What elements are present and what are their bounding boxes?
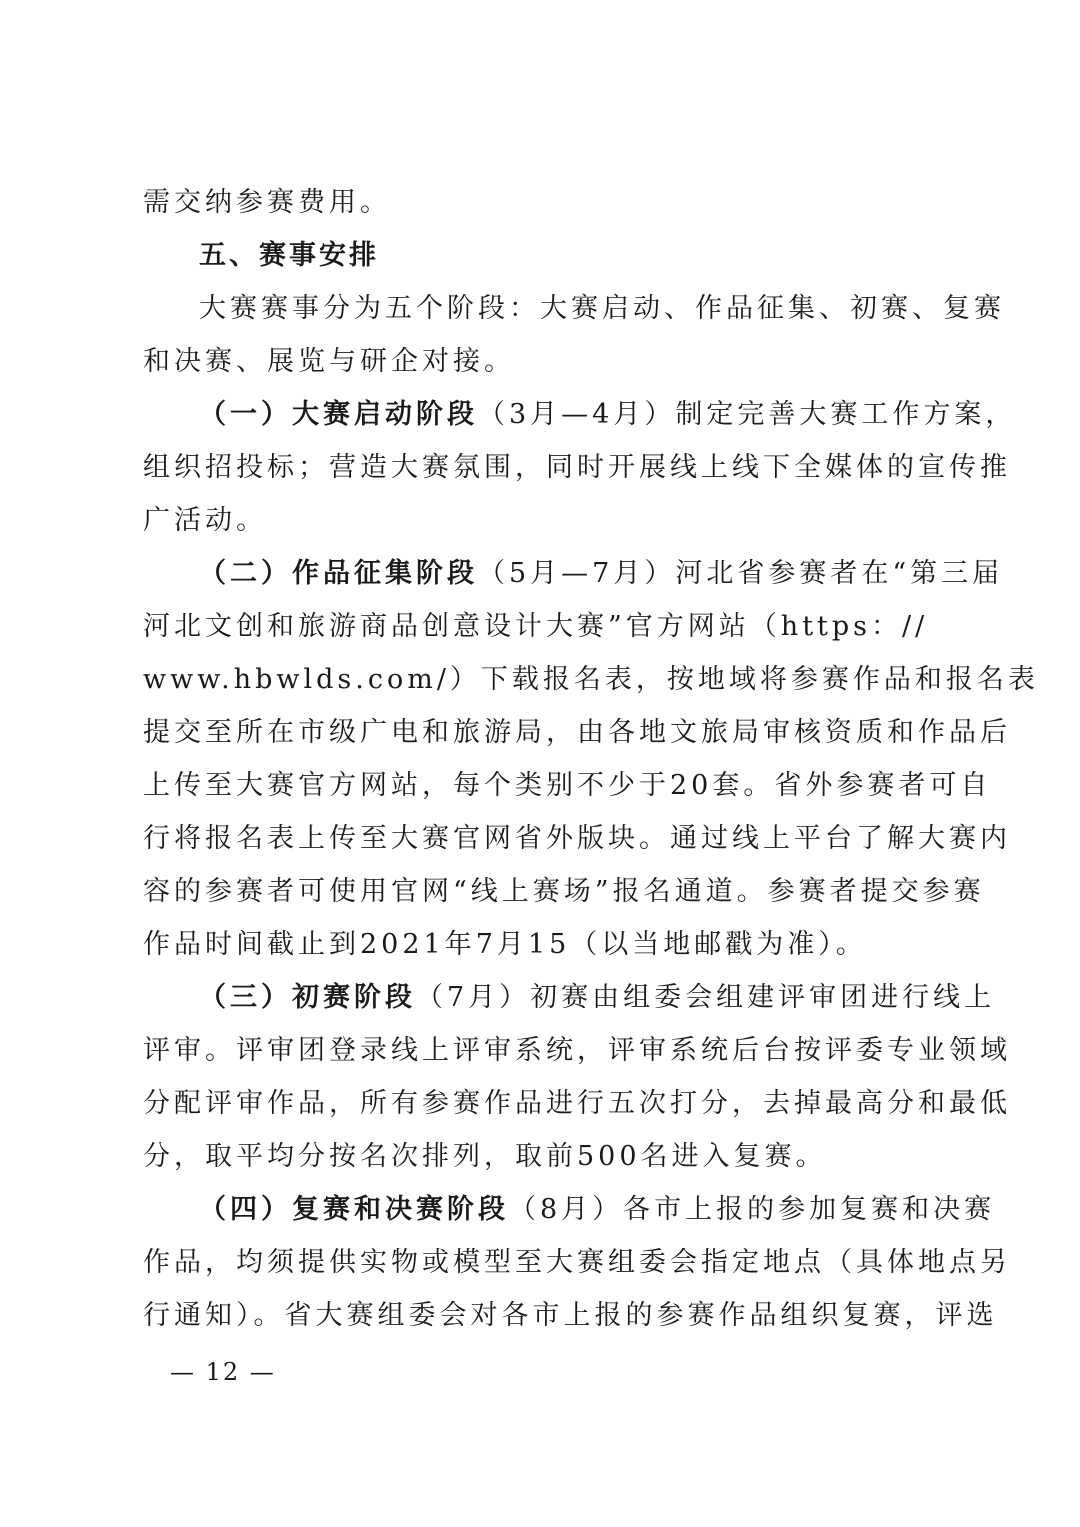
paragraph-text: （7月）初赛由组委会组建评审团进行线上 xyxy=(416,982,996,1013)
paragraph-line: 分配评审作品，所有参赛作品进行五次打分，去掉最高分和最低 xyxy=(143,1088,1011,1119)
paragraph-line: 组织招投标；营造大赛氛围，同时开展线上线下全媒体的宣传推 xyxy=(143,452,1011,483)
paragraph-line: 容的参赛者可使用官网“线上赛场”报名通道。参赛者提交参赛 xyxy=(143,876,985,907)
paragraph-line xyxy=(143,1183,996,1236)
paragraph-line: 河北文创和旅游商品创意设计大赛”官方网站（https：// xyxy=(143,611,929,642)
paragraph-line: 上传至大赛官方网站，每个类别不少于20套。省外参赛者可自 xyxy=(143,770,992,801)
paragraph-line: 作品时间截止到2021年7月15（以当地邮戳为准）。 xyxy=(143,929,867,960)
paragraph-line: www.hbwlds.com/）下载报名表，按地域将参赛作品和报名表 xyxy=(143,664,1039,695)
paragraph-line: 分，取平均分按名次排列，取前500名进入复赛。 xyxy=(143,1141,827,1172)
paragraph-text: （5月—7月）河北省参赛者在“第三届 xyxy=(478,558,1004,589)
paragraph-line xyxy=(143,547,1004,600)
paragraph-line xyxy=(143,971,996,1024)
paragraph-line: 大赛赛事分为五个阶段：大赛启动、作品征集、初赛、复赛 xyxy=(199,293,1005,324)
paragraph-text: （3月—4月）制定完善大赛工作方案， xyxy=(478,399,1017,430)
subsection-heading: （三）初赛阶段 xyxy=(199,982,416,1013)
subsection-heading: （四）复赛和决赛阶段 xyxy=(199,1194,509,1225)
paragraph-line: 广活动。 xyxy=(143,505,267,536)
paragraph-line: 评审。评审团登录线上评审系统，评审系统后台按评委专业领域 xyxy=(143,1035,1011,1066)
subsection-heading: （二）作品征集阶段 xyxy=(199,558,478,589)
paragraph-line: 行将报名表上传至大赛官网省外版块。通过线上平台了解大赛内 xyxy=(143,823,1011,854)
paragraph-line: 作品，均须提供实物或模型至大赛组委会指定地点（具体地点另 xyxy=(143,1247,1011,1278)
paragraph-line: 需交纳参赛费用。 xyxy=(143,187,391,218)
section-heading: 五、赛事安排 xyxy=(199,240,379,271)
paragraph-line: 和决赛、展览与研企对接。 xyxy=(143,346,515,377)
paragraph-text: （8月）各市上报的参加复赛和决赛 xyxy=(509,1194,996,1225)
paragraph-line: 提交至所在市级广电和旅游局，由各地文旅局审核资质和作品后 xyxy=(143,717,1011,748)
paragraph-line xyxy=(143,388,1017,441)
paragraph-line: 行通知）。省大赛组委会对各市上报的参赛作品组织复赛，评选 xyxy=(143,1300,998,1331)
page-number: — 12 — xyxy=(170,1358,276,1386)
document-body xyxy=(143,176,1039,1342)
subsection-heading: （一）大赛启动阶段 xyxy=(199,399,478,430)
